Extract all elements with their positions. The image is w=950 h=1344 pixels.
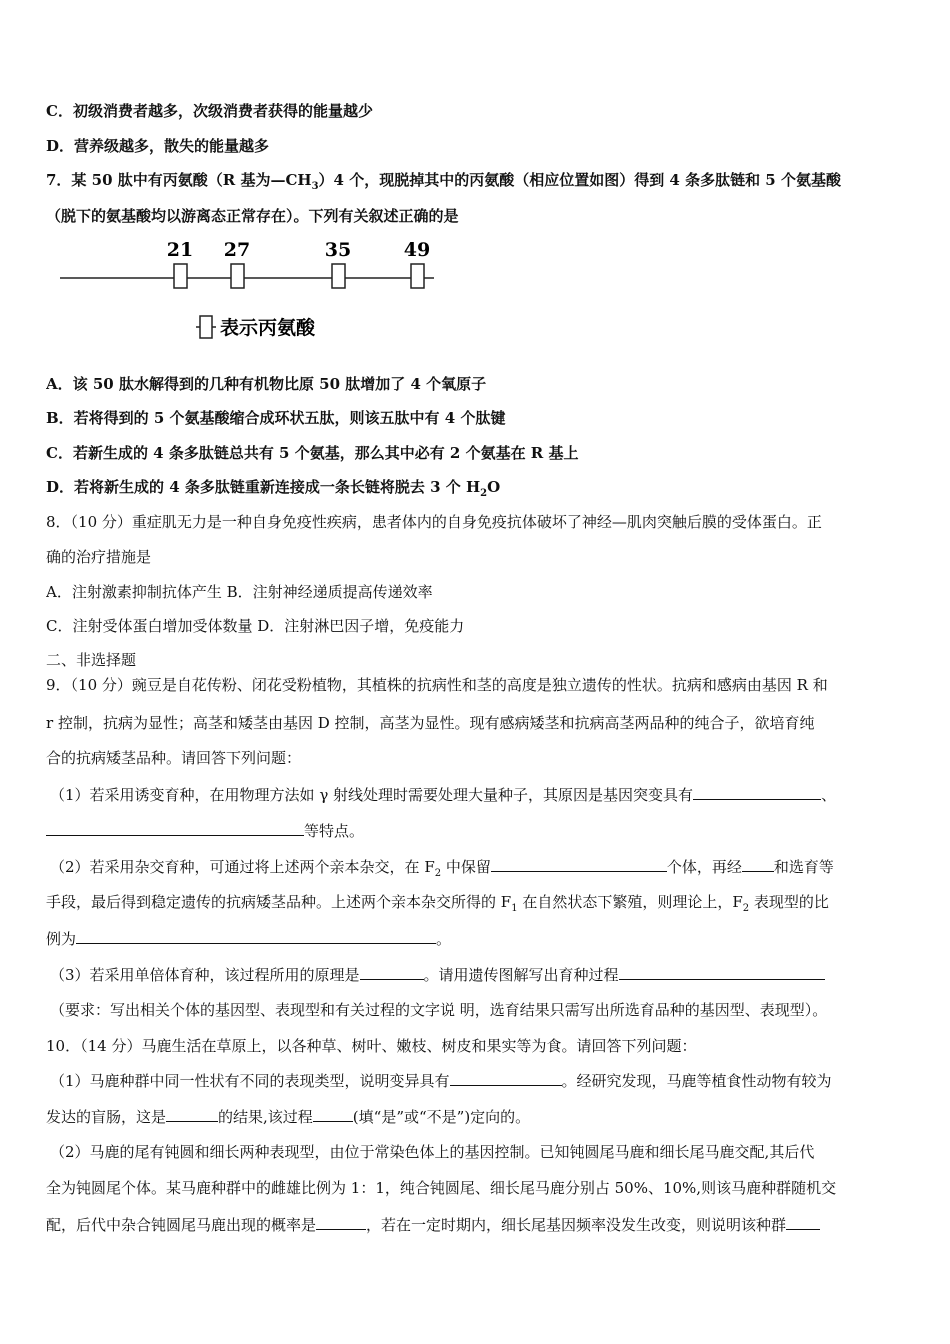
q9-part2-line2 <box>46 892 908 912</box>
q9-part2-text-a: （2）若采用杂交育种，可通过将上述两个亲本杂交，在 F <box>50 858 435 876</box>
q7-option-c: C．若新生成的 4 条多肽链总共有 5 个氨基，那么其中必有 2 个氨基在 R 基上 <box>46 444 579 462</box>
q10-part2-line2: 全为钝圆尾个体。某马鹿种群中的雌雄比例为 1：1，纯合钝圆尾、细长尾马鹿分别占 50%、10%,则该马鹿种群随机交 <box>46 1179 837 1197</box>
q9-part1-sep: 、 <box>821 786 837 804</box>
q6-option-d: D．营养级越多，散失的能量越多 <box>46 137 270 155</box>
q9-part2-text-d: 和选育等 <box>773 858 834 876</box>
q9-stem-line3: 合的抗病矮茎品种。请回答下列问题： <box>46 749 302 767</box>
answer-blank[interactable] <box>742 856 774 872</box>
q7-option-d-sub: 2 <box>480 488 488 497</box>
q9-stem-line2: r 控制，抗病为显性；高茎和矮茎由基因 D 控制，高茎为显性。现有感病矮茎和抗病高茎两品种的纯合子，欲培育纯 <box>46 714 815 732</box>
answer-blank[interactable] <box>313 1106 353 1122</box>
q9-part2-line1 <box>50 856 912 877</box>
answer-blank[interactable] <box>693 784 821 800</box>
answer-blank[interactable] <box>450 1070 562 1086</box>
answer-blank[interactable] <box>619 964 825 980</box>
q9-stem-line1: 9．（10 分）豌豆是自花传粉、闭花受粉植物，其植株的抗病性和茎的高度是独立遗传的性状。抗病和感病由基因 R 和 <box>46 676 828 694</box>
q9-part1-text: （1）若采用诱变育种，在用物理方法如 γ 射线处理时需要处理大量种子，其原因是基因突变具有 <box>50 786 694 804</box>
q10-part2-line3 <box>46 1214 908 1235</box>
q9-part2-line3 <box>46 928 908 949</box>
q7-option-d-post: O <box>487 478 501 496</box>
q10-stem: 10．（14 分）马鹿生活在草原上，以各种草、树叶、嫩枝、树皮和果实等为食。请回答下列问题： <box>46 1037 697 1055</box>
legend-marker <box>200 316 212 338</box>
q8-stem-line2: 确的治疗措施是 <box>46 548 152 566</box>
legend-label: 表示丙氨酸 <box>220 317 316 339</box>
q8-stem-line1: 8．（10 分）重症肌无力是一种自身免疫性疾病，患者体内的自身免疫抗体破坏了神经—肌肉突触后膜的受体蛋白。正 <box>46 513 822 531</box>
alanine-marker-35 <box>332 264 345 288</box>
answer-blank[interactable] <box>46 820 304 836</box>
q10-part1-line2 <box>46 1106 908 1127</box>
q10-part1-line1 <box>50 1070 912 1091</box>
q8-options-cd: C．注射受体蛋白增加受体数量 D．注射淋巴因子增，免疫能力 <box>46 617 465 635</box>
q7-stem-sub: 3 <box>311 181 319 190</box>
q9-part2-text-b: 中保留 <box>441 858 491 876</box>
q9-part1-end: 等特点。 <box>304 822 365 840</box>
position-label-21: 21 <box>166 239 194 261</box>
q9-part3-b: 。请用遗传图解写出育种过程 <box>423 966 619 984</box>
q9-part2-l2-sub2: 2 <box>742 903 750 912</box>
answer-blank[interactable] <box>76 928 436 944</box>
position-label-49: 49 <box>403 239 431 261</box>
q9-part2-l3-a: 例为 <box>46 930 77 948</box>
q10-part1-l2-c: (填“是”或“不是”)定向的。 <box>352 1108 531 1126</box>
position-label-27: 27 <box>223 239 251 261</box>
alanine-marker-49 <box>411 264 424 288</box>
q10-part1-a: （1）马鹿种群中同一性状有不同的表现类型，说明变异具有 <box>50 1072 450 1090</box>
alanine-marker-27 <box>231 264 244 288</box>
q7-option-d-pre: D．若将新生成的 4 条多肽链重新连接成一条长链将脱去 3 个 H <box>46 478 481 496</box>
q7-stem-line1 <box>46 170 908 190</box>
answer-blank[interactable] <box>360 964 424 980</box>
q7-option-b: B．若将得到的 5 个氨基酸缩合成环状五肽，则该五肽中有 4 个肽键 <box>46 409 506 427</box>
answer-blank[interactable] <box>166 1106 218 1122</box>
q9-part2-sub: 2 <box>434 868 442 877</box>
q9-part2-l2-b: 在自然状态下繁殖，则理论上，F <box>517 893 743 911</box>
q10-part1-b: 。经研究发现，马鹿等植食性动物有较为 <box>561 1072 832 1090</box>
q10-part1-l2-b: 的结果,该过程 <box>218 1108 313 1126</box>
q10-part2-line1: （2）马鹿的尾有钝圆和细长两种表现型，由位于常染色体上的基因控制。已知钝圆尾马鹿和细长尾马鹿交配,其后代 <box>50 1143 815 1161</box>
q7-option-d <box>46 477 908 497</box>
q10-part2-l3-b: ，若在一定时期内，细长尾基因频率没发生改变，则说明该种群 <box>366 1216 787 1234</box>
q7-stem-line2: （脱下的氨基酸均以游离态正常存在）。下列有关叙述正确的是 <box>46 207 459 225</box>
q7-stem-pre: 7．某 50 肽中有丙氨酸（R 基为—CH <box>46 171 312 189</box>
q8-options-ab: A．注射激素抑制抗体产生 B．注射神经递质提高传递效率 <box>46 583 433 601</box>
answer-blank[interactable] <box>316 1214 366 1230</box>
q10-part2-l3-a: 配，后代中杂合钝圆尾马鹿出现的概率是 <box>46 1216 317 1234</box>
q7-option-a: A．该 50 肽水解得到的几种有机物比原 50 肽增加了 4 个氧原子 <box>46 375 487 393</box>
q7-stem-post: ）4 个，现脱掉其中的丙氨酸（相应位置如图）得到 4 条多肽链和 5 个氨基酸 <box>318 171 841 189</box>
alanine-position-figure <box>58 236 438 346</box>
q9-part1-line2 <box>46 820 908 841</box>
section-heading: 二、非选择题 <box>46 651 137 669</box>
q9-part2-l2-a: 手段，最后得到稳定遗传的抗病矮茎品种。上述两个亲本杂交所得的 F <box>46 893 512 911</box>
q9-part3-a: （3）若采用单倍体育种，该过程所用的原理是 <box>50 966 360 984</box>
alanine-marker-21 <box>174 264 187 288</box>
answer-blank[interactable] <box>786 1214 820 1230</box>
q9-part2-text-c: 个体，再经 <box>666 858 742 876</box>
q10-part1-l2-a: 发达的盲肠，这是 <box>46 1108 167 1126</box>
q9-part1-line1 <box>50 784 912 805</box>
q9-part2-l2-c: 表现型的比 <box>749 893 829 911</box>
q9-part2-l3-b: 。 <box>436 930 452 948</box>
q6-option-c: C．初级消费者越多，次级消费者获得的能量越少 <box>46 102 373 120</box>
q9-part3-line2: （要求：写出相关个体的基因型、表现型和有关过程的文字说 明，选育结果只需写出所选育品种的基因型、表现型）。 <box>50 1001 828 1019</box>
position-label-35: 35 <box>324 239 352 261</box>
answer-blank[interactable] <box>491 856 667 872</box>
q9-part2-l2-sub1: 1 <box>511 903 518 912</box>
q9-part3-line1 <box>50 964 912 985</box>
